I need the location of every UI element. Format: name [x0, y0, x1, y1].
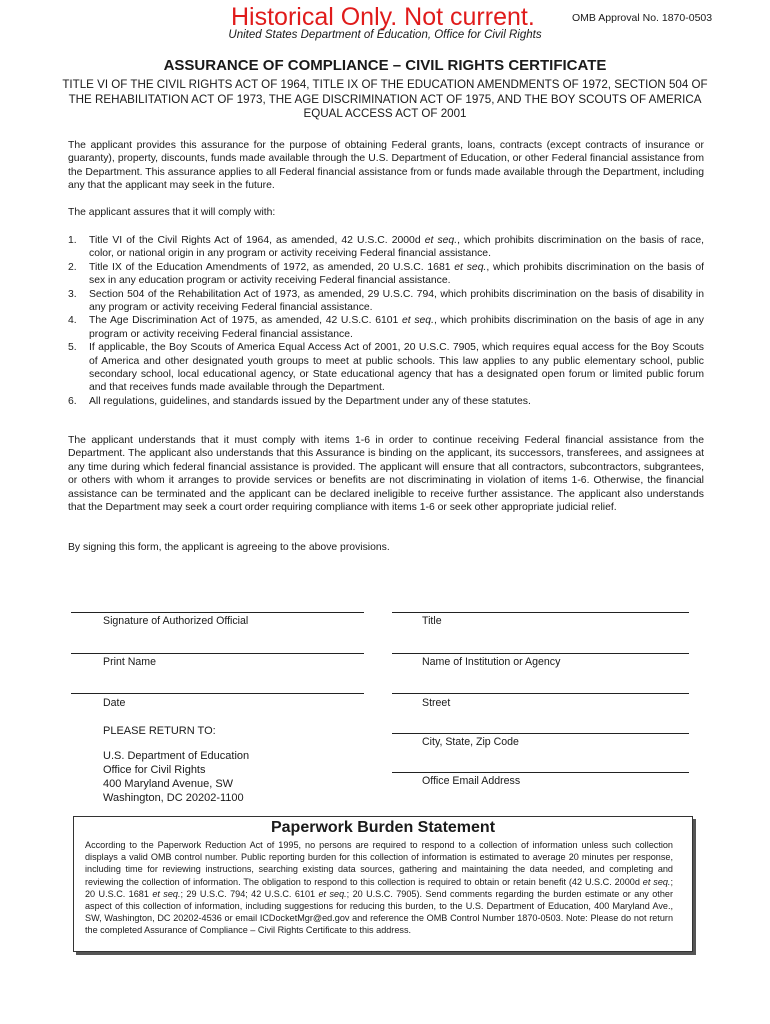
list-item-number: 5.	[68, 342, 77, 354]
street-label: Street	[422, 697, 451, 709]
omb-approval-number: OMB Approval No. 1870-0503	[572, 12, 713, 24]
list-item	[68, 341, 704, 395]
signature-label: Signature of Authorized Official	[103, 615, 249, 627]
list-item-number: 1.	[68, 235, 77, 246]
list-item-number: 4.	[68, 315, 77, 327]
understands-paragraph: The applicant understands that it must comply with items 1-6 in order to continue receiving Federal financial assistance from the Department. The applicant also understands that this Assurance is binding on the applicant, its successors, transferees, and assignees at any time during which federal financial assistance is provided. The applicant will ensure that all contractors, subcontractors, subgrantees, or others with whom it arranges to provide services or benefits are not discriminating in violation of items 1-6. Otherwise, the financial assistance can be terminated and the applicant can be declared ineligible to receive further assistance. The applicant also understands that the Department may seek a court order requiring compliance with items 1-6 or seek other appropriate judicial relief.	[68, 435, 704, 514]
return-heading: PLEASE RETURN TO:	[103, 725, 216, 737]
signing-statement: By signing this form, the applicant is agreeing to the above provisions.	[68, 542, 390, 553]
return-address-line: U.S. Department of Education	[103, 750, 250, 762]
document-title: ASSURANCE OF COMPLIANCE – CIVIL RIGHTS CERTIFICATE	[163, 57, 607, 74]
title-line[interactable]	[392, 612, 689, 613]
burden-text: According to the Paperwork Reduction Act of 1995, no persons are required to respond to a collection of information unless such collection displays a valid OMB control number. Public reporting burden for this collection of information is estimated to average 20 minutes per response, including time for reviewing instructions, searching existing data sources, gathering and maintaining the data needed, and completing and reviewing the collection of information. The obligation to respond to this collection is required to obtain or retain benefit (42 U.S.C. 2000d et seq.; 20 U.S.C. 1681 et seq.; 29 U.S.C. 794; 42 U.S.C. 6101 et seq.; 20 U.S.C. 7905). Send comments regarding the burden estimate or any other aspect of this collection of information, including suggestions for reducing this burden, to the U.S. Department of Education, 400 Maryland Ave., SW, Washington, DC 20202-4536 or email ICDocketMgr@ed.gov and reference the OMB Control Number 1870-0503. Note: Please do not return the completed Assurance of Compliance – Civil Rights Certificate to this address.	[85, 840, 673, 936]
historical-watermark: Historical Only. Not current.	[231, 3, 535, 31]
return-address-line: 400 Maryland Avenue, SW	[103, 778, 234, 790]
list-item-number: 3.	[68, 288, 77, 300]
agency-name	[0, 29, 770, 41]
list-item-text: If applicable, the Boy Scouts of America Equal Access Act of 2001, 20 U.S.C. 7905, which requires equal access for the Boy Scouts of America and other designated youth groups to meet at public schools. This law applies to any public elementary school, public secondary school, local educational agency, or State educational agency that has a designated open forum or limited public forum and that receives funds made available through the Department.	[89, 342, 704, 394]
list-item-text: All regulations, guidelines, and standards issued by the Department under any of these statutes.	[89, 395, 531, 407]
list-item	[68, 314, 704, 341]
list-item-number: 6.	[68, 395, 77, 407]
list-item	[68, 234, 704, 261]
burden-title: Paperwork Burden Statement	[270, 819, 496, 836]
list-item-number: 2.	[68, 261, 77, 273]
list-item-text: Section 504 of the Rehabilitation Act of 1973, as amended, 29 U.S.C. 794, which prohibits discrimination on the basis of disability in any program or activity receiving Federal financial assistance.	[89, 288, 704, 314]
signature-line[interactable]	[71, 612, 364, 613]
statute-list	[68, 234, 704, 408]
list-item-text: The Age Discrimination Act of 1975, as amended, 42 U.S.C. 6101 et seq., which prohibits discrimination on the basis of age in any program or activity receiving Federal financial assistance.	[89, 315, 704, 340]
date-line[interactable]	[71, 693, 364, 694]
street-line[interactable]	[392, 693, 689, 694]
intro-paragraph: The applicant provides this assurance for the purpose of obtaining Federal grants, loans, contracts (except contracts of insurance or guaranty), property, discounts, funds made available through the U.S. Department of Education, or other Federal financial assistance from the Department. This assurance applies to all Federal financial assistance from or funds made available through the Department, including any that the applicant may seek in the future.	[68, 140, 704, 192]
list-item	[68, 395, 704, 408]
email-label: Office Email Address	[422, 775, 521, 787]
email-line[interactable]	[392, 772, 689, 773]
print-name-label: Print Name	[103, 656, 156, 668]
institution-line[interactable]	[392, 653, 689, 654]
agency-name-text: United States Department of Education, Office for Civil Rights	[228, 29, 542, 41]
list-item-text: Title VI of the Civil Rights Act of 1964, as amended, 42 U.S.C. 2000d et seq., which prohibits discrimination on the basis of race, color, or national origin in any program or activity receiving Federal financial assistance.	[89, 235, 704, 260]
return-address-line: Office for Civil Rights	[103, 764, 206, 776]
return-address-line: Washington, DC 20202-1100	[103, 792, 244, 804]
city-line[interactable]	[392, 733, 689, 734]
date-label: Date	[103, 697, 126, 709]
print-name-line[interactable]	[71, 653, 364, 654]
list-item-text: Title IX of the Education Amendments of 1972, as amended, 20 U.S.C. 1681 et seq., which prohibits discrimination on the basis of sex in any education program or activity receiving Federal financial assistance.	[89, 261, 704, 287]
institution-label: Name of Institution or Agency	[422, 656, 561, 668]
document-subtitle: TITLE VI OF THE CIVIL RIGHTS ACT OF 1964, TITLE IX OF THE EDUCATION AMENDMENTS OF 1972, SECTION 504 OF THE REHABILITATION ACT OF 1973, THE AGE DISCRIMINATION ACT OF 1975, AND THE BOY SCOUTS OF AMERICA EQUAL ACCESS ACT OF 2001	[62, 78, 708, 120]
title-label: Title	[422, 615, 442, 627]
list-item	[68, 261, 704, 288]
assures-paragraph: The applicant assures that it will comply with:	[68, 207, 276, 218]
list-item	[68, 288, 704, 315]
city-label: City, State, Zip Code	[422, 736, 519, 748]
